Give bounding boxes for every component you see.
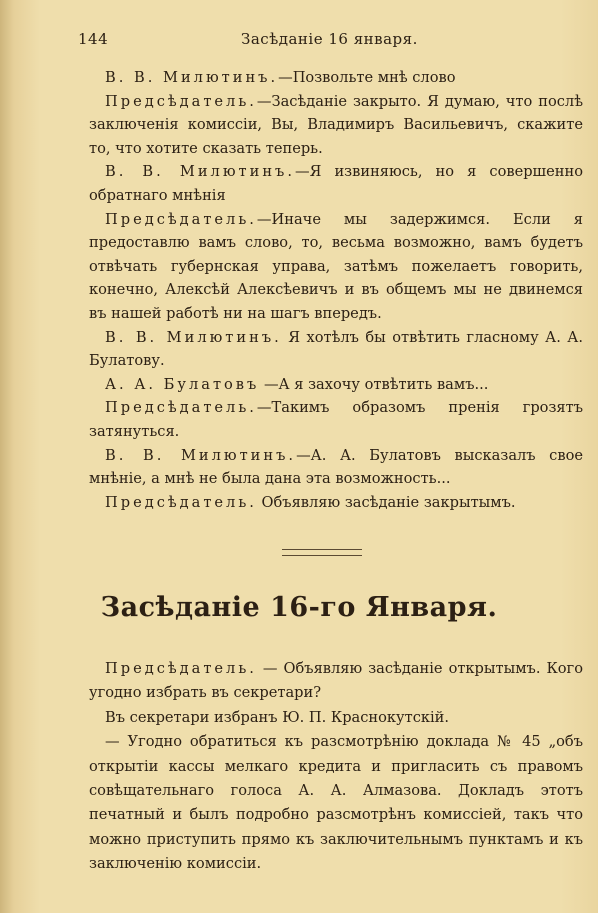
paragraph-text: —Я извиняюсь, но я совершенно обратнаго мнѣнія bbox=[89, 163, 584, 204]
paragraph bbox=[89, 326, 583, 373]
paragraph bbox=[89, 396, 583, 443]
speaker-name: Предсѣдатель. bbox=[105, 210, 257, 228]
page-header bbox=[78, 30, 558, 52]
paragraph bbox=[89, 160, 583, 207]
paragraph bbox=[89, 657, 583, 706]
speaker-name: В. В. Милютинъ. bbox=[105, 163, 295, 181]
paragraph bbox=[89, 90, 583, 161]
speaker-name: Предсѣдатель. bbox=[105, 493, 257, 511]
section-heading: Засѣданіе 16-го Января. bbox=[100, 592, 498, 623]
paragraph-text: Въ секретари избранъ Ю. П. Краснокутскій. bbox=[105, 708, 450, 726]
speaker-name: В. В. Милютинъ. bbox=[105, 328, 282, 346]
paragraph-text: Объявляю засѣданіе закрытымъ. bbox=[256, 493, 516, 511]
paragraph-text: — Угодно обратиться къ разсмотрѣнію доклада № 45 „объ открытіи кассы мелкаго кредита и пригласить съ правомъ совѣщательнаго голоса А. А. Алмазова. Докладъ этотъ печатный и былъ подробно разсмотрѣнъ комиссіей, такъ что можно приступить прямо къ заключительнымъ пунктамъ и къ заключенію комиссіи. bbox=[89, 733, 583, 873]
paragraph-text: —Иначе мы задержимся. Если я предоставлю вамъ слово, то, весьма возможно, вамъ будетъ отвѣчать губернская управа, затѣмъ пожелаетъ говорить, конечно, Алексѣй Алексѣевичъ и въ общемъ мы не двинемся въ нашей работѣ ни на шагъ впередъ. bbox=[89, 210, 583, 322]
paragraph bbox=[89, 373, 583, 397]
transcript-part-2 bbox=[89, 657, 583, 877]
paragraph-text: — Объявляю засѣданіе открытымъ. Кого угодно избрать въ секретари? bbox=[89, 660, 583, 702]
speaker-name: В. В. Милютинъ. bbox=[105, 446, 297, 464]
paragraph-text: —Позвольте мнѣ слово bbox=[278, 69, 456, 86]
paragraph bbox=[89, 66, 583, 90]
paragraph-text: —А я захочу отвѣтить вамъ... bbox=[259, 375, 489, 393]
paragraph-text: —Засѣданіе закрыто. Я думаю, что послѣ заключенія комиссіи, Вы, Владимиръ Васильевичъ, скажите то, что хотите сказать теперь. bbox=[89, 92, 583, 157]
paragraph bbox=[89, 444, 583, 491]
speaker-name: В. В. Милютинъ. bbox=[105, 69, 279, 86]
running-title: Засѣданіе 16 января. bbox=[241, 30, 418, 48]
transcript-part-1 bbox=[89, 66, 583, 514]
speaker-name: Предсѣдатель. bbox=[105, 92, 257, 110]
speaker-name: Предсѣдатель. bbox=[105, 399, 257, 417]
paragraph-text: Я хотѣлъ бы отвѣтить гласному А. А. Булатову. bbox=[89, 328, 583, 370]
speaker-name: А. А. Булатовъ bbox=[105, 375, 260, 393]
paragraph-text: —Такимъ образомъ пренія грозятъ затянуться. bbox=[89, 399, 583, 440]
paragraph bbox=[89, 491, 583, 515]
page-number: 144 bbox=[78, 30, 109, 48]
paragraph bbox=[89, 730, 583, 876]
section-divider bbox=[282, 549, 362, 556]
paragraph bbox=[89, 706, 583, 730]
paragraph bbox=[89, 208, 583, 326]
paragraph-text: —А. А. Булатовъ высказалъ свое мнѣніе, а мнѣ не была дана эта возможность... bbox=[89, 446, 583, 488]
speaker-name: Предсѣдатель. bbox=[105, 660, 257, 677]
